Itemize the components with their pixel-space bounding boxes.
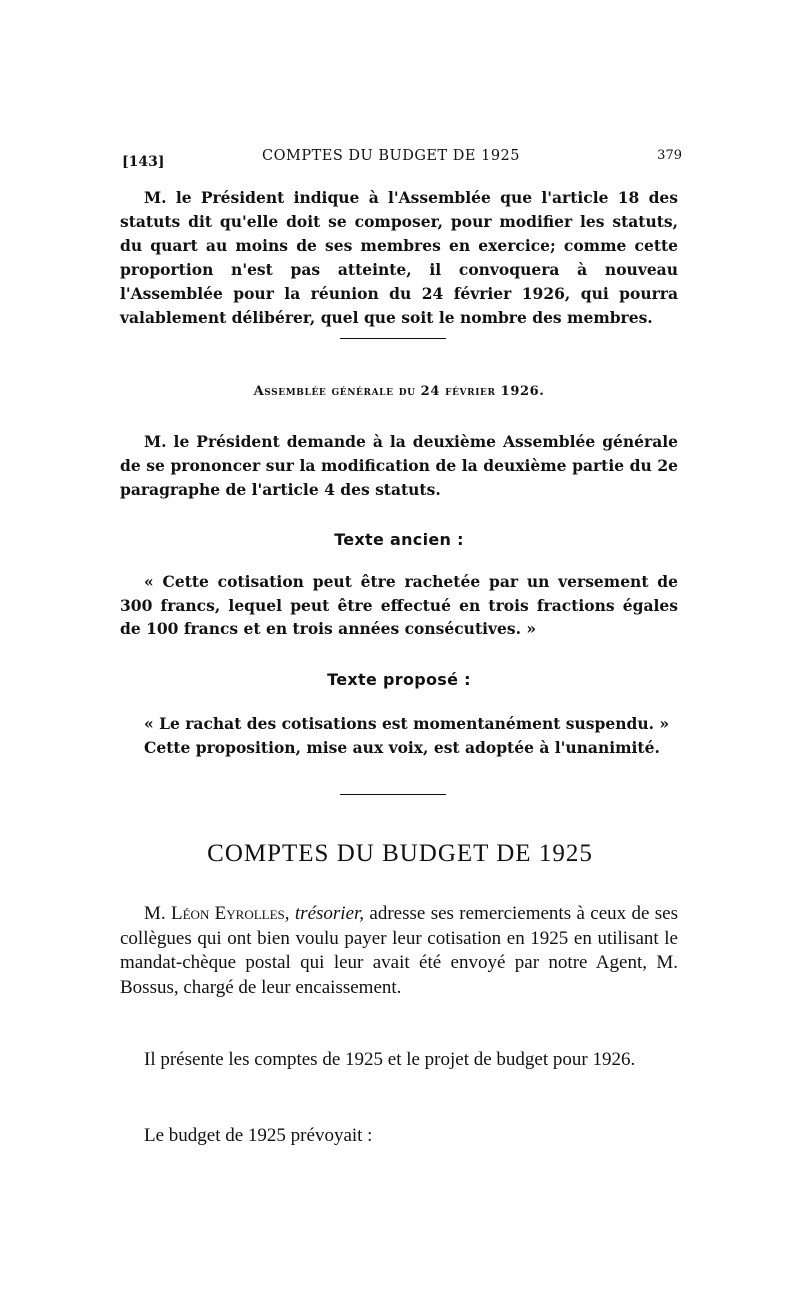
paragraph-accounts: Il présente les comptes de 1925 et le projet de budget pour 1926. <box>144 1049 636 1070</box>
label-proposed-text: Texte proposé : <box>327 670 471 689</box>
page-number: 379 <box>657 148 682 163</box>
separator-rule-2 <box>340 794 446 795</box>
label-old-text: Texte ancien : <box>334 530 464 549</box>
quote-old-text: « Cette cotisation peut être rachetée par un versement de 300 francs, lequel peut être effectué en trois fractions égales de 100 francs et en trois années consécutives. » <box>120 572 678 638</box>
paragraph-budget-intro: Le budget de 1925 prévoyait : <box>144 1125 373 1146</box>
quote-proposed-text: « Le rachat des cotisations est momentanément suspendu. » <box>144 714 670 733</box>
separator-rule <box>340 338 446 339</box>
treasurer-role: trésorier, <box>294 903 365 924</box>
left-folio: [143] <box>122 154 165 170</box>
treasurer-text: adresse ses remerciements à ceux de ses collègues qui ont bien voulu payer leur cotisation en 1925 en utilisant le mandat-chèque postal qui leur avait été envoyé par notre Agent, M. Bossus, chargé de leur encaissement. <box>120 903 678 998</box>
running-head-title: COMPTES DU BUDGET DE 1925 <box>262 148 521 164</box>
vote-result: Cette proposition, mise aux voix, est adoptée à l'unanimité. <box>144 738 660 757</box>
assembly-heading: Assemblée générale du 24 février 1926. <box>253 384 545 399</box>
paragraph-president-statutes: M. le Président indique à l'Assemblée que l'article 18 des statuts dit qu'elle doit se composer, pour modifier les statuts, du quart au moins de ses membres en exercice; comme cette proportion n'est pas atteinte, il convoquera à nouveau l'Assemblée pour la réunion du 24 février 1926, qui pourra valablement délibérer, quel que soit le nombre des membres. <box>120 188 678 327</box>
paragraph-president-modification: M. le Président demande à la deuxième Assemblée générale de se prononcer sur la modification de la deuxième partie du 2e paragraphe de l'article 4 des statuts. <box>120 432 678 499</box>
running-head <box>122 148 682 172</box>
paragraph-treasurer <box>120 902 678 1000</box>
section-title: COMPTES DU BUDGET DE 1925 <box>207 840 593 867</box>
treasurer-name: M. Léon Eyrolles, <box>144 903 290 924</box>
